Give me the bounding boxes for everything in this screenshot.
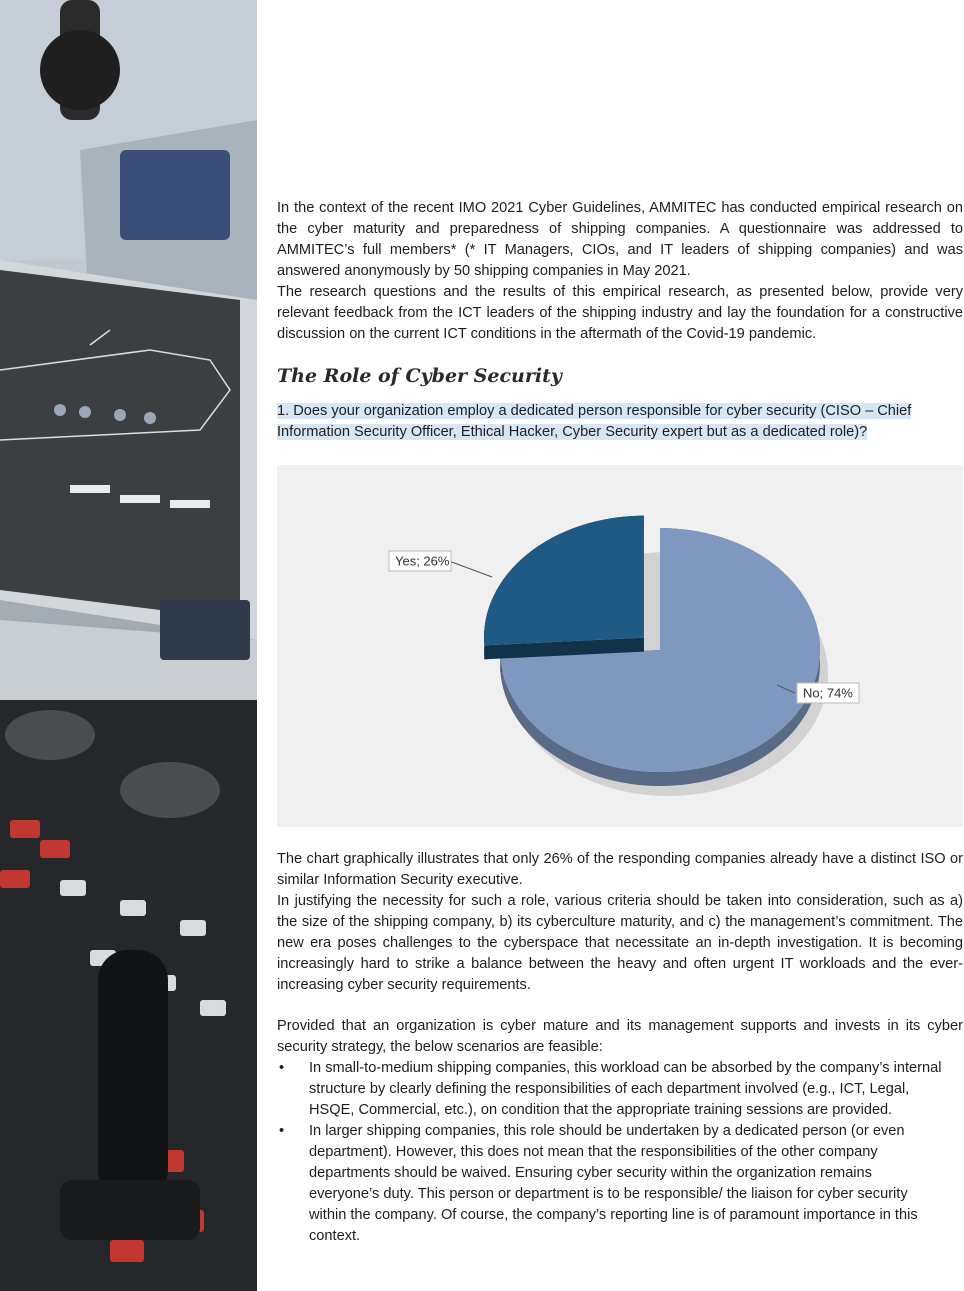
analysis-paragraph-1: The chart graphically illustrates that only 26% of the responding companies already have a distinct ISO or similar Information Security executive.: [277, 851, 963, 888]
data-label-leader-yes: [449, 561, 492, 577]
scenario-text: In larger shipping companies, this role should be undertaken by a dedicated person (or even department). However, this does not mean that the responsibilities of the other company departments should be waived. Ensuring cyber security within the organization remains everyone’s duty. This person or department is to be responsible/ the liaison for cyber security within the company. Of course, the company’s reporting line is of paramount importance in this context.: [309, 1123, 918, 1244]
scenario-list: [277, 1058, 963, 1247]
analysis-paragraph-2: In justifying the necessity for such a role, various criteria should be taken into consideration, such as a) the size of the shipping company, b) its cyberculture maturity, and c) the management’s commitment. The new era poses challenges to the cyberspace that necessitate an in-depth investigation. It is becoming increasingly hard to strike a balance between the heavy and often urgent IT workloads and the ever-increasing cyber security requirements.: [277, 893, 963, 993]
section-title: The Role of Cyber Security: [277, 365, 562, 387]
pie-slice-yes: [484, 516, 644, 646]
article-content: [277, 198, 963, 1247]
bullet-marker: •: [279, 1060, 285, 1076]
survey-question-text: 1. Does your organization employ a dedicated person responsible for cyber security (CISO – Chief Information Security Officer, Ethical Hacker, Cyber Security expert but as a dedicated role)?: [277, 403, 912, 440]
pie-chart: [277, 465, 963, 827]
pie-chart-panel: [277, 465, 963, 827]
scenario-item: [277, 1121, 963, 1247]
intro-paragraph-1: In the context of the recent IMO 2021 Cyber Guidelines, AMMITEC has conducted empirical research on the cyber maturity and preparedness of shipping companies. A questionnaire was addressed to AMMITEC’s full members* (* IT Managers, CIOs, and IT leaders of shipping companies) and was answered anonymously by 50 shipping companies in May 2021.: [277, 200, 963, 279]
intro-paragraph-2: The research questions and the results of this empirical research, as presented below, provide very relevant feedback from the ICT leaders of the shipping industry and lay the foundation for a constructive discussion on the current ICT conditions in the aftermath of the Covid-19 pandemic.: [277, 284, 963, 342]
data-label-no: No; 74%: [803, 685, 853, 701]
data-label-yes: Yes; 26%: [395, 553, 450, 569]
ship-bridge-photo: [0, 0, 257, 1291]
bullet-marker: •: [279, 1123, 285, 1139]
scenario-text: In small-to-medium shipping companies, this workload can be absorbed by the company’s internal structure by clearly defining the responsibilities of each department involved (e.g., ICT, Legal, HSQE, Commercial, etc.), on condition that the appropriate training sessions are provided.: [309, 1060, 942, 1118]
scenario-item: [277, 1058, 963, 1121]
survey-question: [277, 401, 963, 443]
ship-bridge-illustration: [0, 0, 257, 1291]
analysis-paragraph-3: Provided that an organization is cyber mature and its management supports and invests in its cyber security strategy, the below scenarios are feasible:: [277, 1018, 963, 1055]
